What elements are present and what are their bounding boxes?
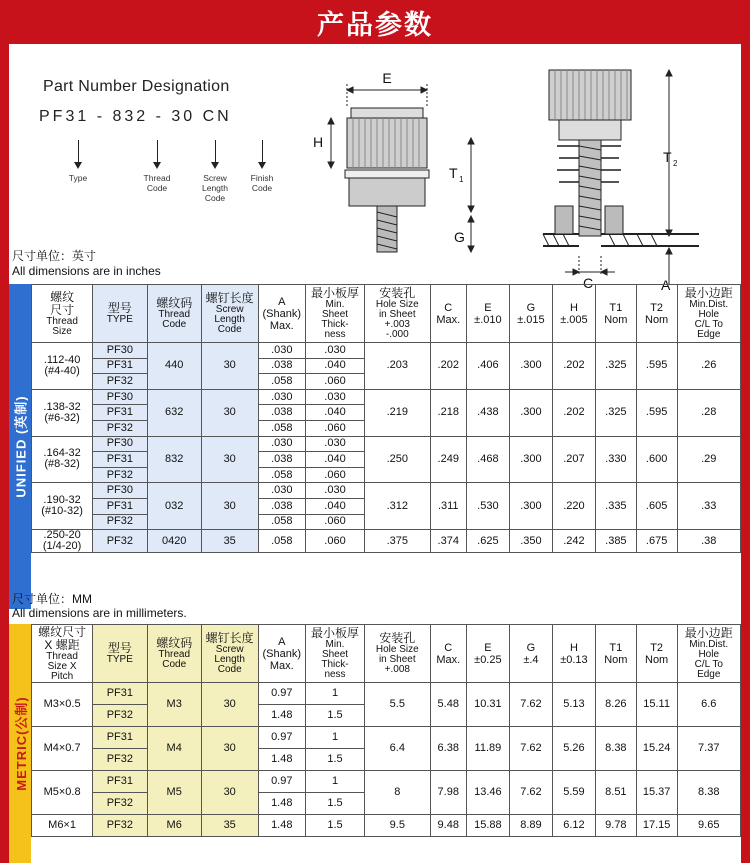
metric-side-text: METRIC(公制) (13, 696, 29, 791)
header-hole-text: 安装孔 (379, 631, 416, 645)
header-e (466, 285, 509, 343)
header-t2 (636, 625, 677, 683)
header-c-text: C Max. (436, 641, 461, 666)
t2-cell: 15.11 (636, 683, 677, 727)
type-cell: PF31 (93, 498, 147, 514)
header-hole (364, 625, 430, 683)
min-cell: 7.37 (677, 727, 741, 771)
label-t2: T (663, 149, 672, 165)
shank-cell: .058 (258, 530, 306, 553)
min-cell: .28 (677, 389, 741, 436)
header-type-text: TYPE (106, 314, 133, 325)
c-cell: 9.48 (430, 815, 466, 837)
c-cell: .202 (430, 343, 466, 390)
arrow-head-icon (74, 162, 82, 169)
type-cell: PF31 (93, 358, 147, 374)
type-cell: PF30 (93, 343, 147, 359)
header-length-text: Screw Length Code (214, 644, 245, 675)
shank-cell: 0.97 (258, 727, 306, 749)
header-min-dist-text: 最小边距 (684, 626, 733, 640)
type-cell: PF32 (93, 749, 147, 771)
length-code-cell: 30 (201, 483, 258, 530)
sheet-thickness-cell: .030 (306, 389, 365, 405)
header-min-dist (677, 285, 741, 343)
header-t2-text: T2 Nom (645, 641, 669, 666)
shank-cell: 0.97 (258, 771, 306, 793)
page-header (0, 0, 750, 44)
sheet-thickness-cell: 1.5 (306, 793, 365, 815)
header-code-text: Thread Code (158, 649, 191, 670)
shank-cell: .030 (258, 389, 306, 405)
header-code-text: 螺纹码 (156, 296, 193, 310)
page-title: 产品参数 (317, 9, 433, 41)
thread-code-cell: M6 (147, 815, 201, 837)
table-row (32, 727, 741, 749)
length-code-cell: 30 (201, 771, 258, 815)
t2-cell: 15.37 (636, 771, 677, 815)
thread-size-cell: M5×0.8 (32, 771, 93, 815)
header-t1 (595, 285, 636, 343)
c-cell: .311 (430, 483, 466, 530)
arrow-down-icon (215, 140, 216, 162)
sheet-thickness-cell: 1 (306, 727, 365, 749)
shank-cell: .038 (258, 358, 306, 374)
length-code-cell: 30 (201, 727, 258, 771)
shank-cell: 1.48 (258, 705, 306, 727)
header-t2 (636, 285, 677, 343)
header-g (509, 285, 552, 343)
unified-side-text: UNIFIED (英制) (13, 395, 29, 498)
table-row (32, 343, 741, 359)
thread-size-cell: .112-40 (#4-40) (32, 343, 93, 390)
shank-cell: .058 (258, 420, 306, 436)
c-cell: 7.98 (430, 771, 466, 815)
length-code-cell: 35 (201, 815, 258, 837)
t2-cell: .675 (636, 530, 677, 553)
shank-cell: .038 (258, 452, 306, 468)
g-cell: 7.62 (509, 771, 552, 815)
header-c (430, 285, 466, 343)
header-hole (364, 285, 430, 343)
table-row (32, 483, 741, 499)
h-cell: 5.59 (552, 771, 595, 815)
header-sheet-text: 最小板厚 (311, 626, 360, 640)
sheet-thickness-cell: 1.5 (306, 749, 365, 771)
sheet-thickness-cell: .060 (306, 420, 365, 436)
thread-code-cell: M3 (147, 683, 201, 727)
t1-cell: .325 (595, 389, 636, 436)
metric-table (31, 624, 741, 837)
min-cell: .38 (677, 530, 741, 553)
hole-cell: 9.5 (364, 815, 430, 837)
shank-cell: .038 (258, 498, 306, 514)
sheet-thickness-cell: .030 (306, 343, 365, 359)
unified-unit-en: All dimensions are in inches (12, 264, 161, 278)
table-row (32, 436, 741, 452)
label-h: H (313, 134, 324, 150)
type-cell: PF32 (93, 705, 147, 727)
t2-cell: 15.24 (636, 727, 677, 771)
length-code-cell: 30 (201, 389, 258, 436)
e-cell: 10.31 (466, 683, 509, 727)
unified-side-label (9, 284, 31, 609)
header-sheet-text: Min. Sheet Thick- ness (321, 299, 349, 340)
thread-code-cell: 632 (147, 389, 201, 436)
thread-size-cell: .250-20 (1/4-20) (32, 530, 93, 553)
t1-cell: .335 (595, 483, 636, 530)
min-cell: 9.65 (677, 815, 741, 837)
shank-cell: .058 (258, 374, 306, 390)
header-sheet (306, 285, 365, 343)
h-cell: .202 (552, 389, 595, 436)
sheet-thickness-cell: .060 (306, 514, 365, 530)
sheet-thickness-cell: 1.5 (306, 815, 365, 837)
label-t2-sub: 2 (673, 159, 678, 168)
label-e: E (382, 70, 392, 86)
designation-title: Part Number Designation (43, 78, 230, 95)
hole-cell: .375 (364, 530, 430, 553)
thread-code-cell: M4 (147, 727, 201, 771)
content-panel (9, 44, 741, 863)
g-cell: .300 (509, 436, 552, 483)
thread-size-cell: .164-32 (#8-32) (32, 436, 93, 483)
t1-cell: 8.38 (595, 727, 636, 771)
header-min-dist-text: Min.Dist. Hole C/L To Edge (689, 299, 729, 340)
arrow-down-icon (262, 140, 263, 162)
e-cell: 13.46 (466, 771, 509, 815)
header-length-text: Screw Length Code (214, 304, 245, 335)
type-cell: PF31 (93, 771, 147, 793)
hole-cell: .250 (364, 436, 430, 483)
sheet-thickness-cell: .040 (306, 358, 365, 374)
hole-cell: .312 (364, 483, 430, 530)
h-cell: .220 (552, 483, 595, 530)
header-length (201, 285, 258, 343)
header-length-text: 螺钉长度 (205, 631, 254, 645)
header-g-text: G ±.4 (523, 641, 539, 666)
designation-type (63, 140, 93, 183)
type-cell: PF32 (93, 815, 147, 837)
header-min-dist-text: 最小边距 (684, 286, 733, 300)
t1-cell: 8.51 (595, 771, 636, 815)
header-code (147, 625, 201, 683)
designation-label: Thread Code (143, 173, 171, 193)
thread-code-cell: 440 (147, 343, 201, 390)
type-cell: PF31 (93, 727, 147, 749)
type-cell: PF32 (93, 374, 147, 390)
header-code (147, 285, 201, 343)
header-thread-text: Thread Size X Pitch (46, 650, 78, 682)
sheet-thickness-cell: 1.5 (306, 705, 365, 727)
header-type (93, 285, 147, 343)
table-row (32, 771, 741, 793)
header-hole-text: Hole Size in Sheet +.003 -.000 (375, 299, 419, 340)
thread-code-cell: 0420 (147, 530, 201, 553)
h-cell: 5.13 (552, 683, 595, 727)
header-length (201, 625, 258, 683)
designation-length (193, 140, 237, 203)
header-t1-text: T1 Nom (604, 641, 628, 666)
c-cell: .249 (430, 436, 466, 483)
header-type-text: 型号 (107, 641, 132, 655)
designation-label: Screw Length Code (202, 173, 228, 203)
header-e-text: E ±0.25 (474, 641, 502, 666)
hole-cell: 5.5 (364, 683, 430, 727)
g-cell: .300 (509, 389, 552, 436)
header-e (466, 625, 509, 683)
designation-code: PF31 - 832 - 30 CN (39, 108, 232, 125)
e-cell: .406 (466, 343, 509, 390)
sheet-thickness-cell: 1 (306, 683, 365, 705)
header-t2-text: T2 Nom (645, 301, 669, 326)
hole-cell: .219 (364, 389, 430, 436)
h-cell: 5.26 (552, 727, 595, 771)
e-cell: .530 (466, 483, 509, 530)
header-h (552, 285, 595, 343)
label-a: A (661, 277, 671, 291)
header-a-text: A (Shank) Max. (262, 635, 302, 672)
g-cell: .300 (509, 343, 552, 390)
type-cell: PF31 (93, 405, 147, 421)
label-c: C (583, 275, 594, 291)
t2-cell: 17.15 (636, 815, 677, 837)
min-cell: .26 (677, 343, 741, 390)
header-hole-text: Hole Size in Sheet +.008 (375, 644, 419, 675)
thread-size-cell: M6×1 (32, 815, 93, 837)
e-cell: .468 (466, 436, 509, 483)
c-cell: 6.38 (430, 727, 466, 771)
shank-cell: 0.97 (258, 683, 306, 705)
label-g: G (454, 229, 465, 245)
header-a (258, 285, 306, 343)
arrow-down-icon (157, 140, 158, 162)
metric-unit-en: All dimensions are in millimeters. (12, 606, 187, 620)
e-cell: .625 (466, 530, 509, 553)
t1-cell: .385 (595, 530, 636, 553)
arrow-head-icon (153, 162, 161, 169)
h-cell: 6.12 (552, 815, 595, 837)
t2-cell: .600 (636, 436, 677, 483)
unified-table (31, 284, 741, 553)
shank-cell: 1.48 (258, 793, 306, 815)
sheet-thickness-cell: .030 (306, 483, 365, 499)
sheet-thickness-cell: .060 (306, 467, 365, 483)
type-cell: PF32 (93, 420, 147, 436)
shank-cell: .030 (258, 436, 306, 452)
type-cell: PF32 (93, 514, 147, 530)
h-cell: .207 (552, 436, 595, 483)
header-e-text: E ±.010 (474, 301, 502, 326)
h-cell: .242 (552, 530, 595, 553)
shank-cell: 1.48 (258, 749, 306, 771)
length-code-cell: 30 (201, 343, 258, 390)
type-cell: PF31 (93, 452, 147, 468)
t1-cell: 9.78 (595, 815, 636, 837)
sheet-thickness-cell: .040 (306, 405, 365, 421)
sheet-thickness-cell: .030 (306, 436, 365, 452)
length-code-cell: 30 (201, 683, 258, 727)
header-h (552, 625, 595, 683)
sheet-thickness-cell: .060 (306, 374, 365, 390)
hole-cell: .203 (364, 343, 430, 390)
metric-side-label (9, 624, 31, 863)
header-c (430, 625, 466, 683)
designation-label: Finish Code (250, 173, 274, 193)
type-cell: PF30 (93, 389, 147, 405)
designation-thread (135, 140, 179, 193)
t1-cell: 8.26 (595, 683, 636, 727)
t2-cell: .595 (636, 343, 677, 390)
g-cell: 8.89 (509, 815, 552, 837)
header-h-text: H ±0.13 (560, 641, 588, 666)
shank-cell: .058 (258, 514, 306, 530)
type-cell: PF30 (93, 483, 147, 499)
sheet-thickness-cell: .040 (306, 452, 365, 468)
shank-cell: .038 (258, 405, 306, 421)
g-cell: .300 (509, 483, 552, 530)
e-cell: 15.88 (466, 815, 509, 837)
thread-size-cell: M4×0.7 (32, 727, 93, 771)
header-t1-text: T1 Nom (604, 301, 628, 326)
type-cell: PF32 (93, 530, 147, 553)
shank-cell: .030 (258, 343, 306, 359)
thread-code-cell: 032 (147, 483, 201, 530)
c-cell: .374 (430, 530, 466, 553)
sheet-thickness-cell: .060 (306, 530, 365, 553)
header-length-text: 螺钉长度 (205, 291, 254, 305)
designation-finish (243, 140, 281, 193)
header-thread (32, 625, 93, 683)
t1-cell: .330 (595, 436, 636, 483)
t1-cell: .325 (595, 343, 636, 390)
header-code-text: Thread Code (158, 309, 191, 330)
thread-size-cell: M3×0.5 (32, 683, 93, 727)
min-cell: 6.6 (677, 683, 741, 727)
table-row (32, 683, 741, 705)
hole-cell: 6.4 (364, 727, 430, 771)
table-row (32, 530, 741, 553)
min-cell: .33 (677, 483, 741, 530)
type-cell: PF32 (93, 467, 147, 483)
length-code-cell: 35 (201, 530, 258, 553)
table-row (32, 389, 741, 405)
header-sheet (306, 625, 365, 683)
type-cell: PF32 (93, 793, 147, 815)
header-type (93, 625, 147, 683)
min-cell: 8.38 (677, 771, 741, 815)
e-cell: .438 (466, 389, 509, 436)
e-cell: 11.89 (466, 727, 509, 771)
header-thread-text: 螺纹尺寸 X 螺距 (38, 624, 87, 652)
header-hole-text: 安装孔 (379, 286, 416, 300)
arrow-head-icon (211, 162, 219, 169)
thread-code-cell: M5 (147, 771, 201, 815)
h-cell: .202 (552, 343, 595, 390)
label-t1-sub: 1 (459, 175, 464, 184)
shank-cell: 1.48 (258, 815, 306, 837)
arrow-down-icon (78, 140, 79, 162)
header-sheet-text: Min. Sheet Thick- ness (321, 639, 349, 680)
header-a-text: A (Shank) Max. (262, 295, 302, 332)
screw-drawing-left (299, 66, 479, 256)
c-cell: 5.48 (430, 683, 466, 727)
table-row (32, 815, 741, 837)
header-h-text: H ±.005 (560, 301, 588, 326)
header-thread-text: Thread Size (46, 315, 78, 337)
header-code-text: 螺纹码 (156, 636, 193, 650)
label-t1: T (449, 165, 458, 181)
thread-size-cell: .190-32 (#10-32) (32, 483, 93, 530)
header-type-text: 型号 (107, 301, 132, 315)
sheet-thickness-cell: 1 (306, 771, 365, 793)
hole-cell: 8 (364, 771, 430, 815)
header-c-text: C Max. (436, 301, 461, 326)
c-cell: .218 (430, 389, 466, 436)
metric-unit-cn: 尺寸单位：MM (12, 592, 92, 606)
screw-drawing-right (529, 66, 729, 291)
min-cell: .29 (677, 436, 741, 483)
header-type-text: TYPE (106, 654, 133, 665)
header-thread-text: 螺纹 尺寸 (50, 289, 75, 317)
designation-label: Type (68, 173, 88, 183)
length-code-cell: 30 (201, 436, 258, 483)
header-sheet-text: 最小板厚 (311, 286, 360, 300)
thread-size-cell: .138-32 (#6-32) (32, 389, 93, 436)
header-thread (32, 285, 93, 343)
header-t1 (595, 625, 636, 683)
part-number-designation (39, 76, 299, 236)
shank-cell: .030 (258, 483, 306, 499)
header-g-text: G ±.015 (517, 301, 545, 326)
type-cell: PF31 (93, 683, 147, 705)
header-g (509, 625, 552, 683)
thread-code-cell: 832 (147, 436, 201, 483)
g-cell: 7.62 (509, 727, 552, 771)
unified-unit-cn: 尺寸单位：英寸 (12, 249, 97, 263)
t2-cell: .605 (636, 483, 677, 530)
t2-cell: .595 (636, 389, 677, 436)
g-cell: 7.62 (509, 683, 552, 727)
arrow-head-icon (258, 162, 266, 169)
shank-cell: .058 (258, 467, 306, 483)
type-cell: PF30 (93, 436, 147, 452)
g-cell: .350 (509, 530, 552, 553)
header-a (258, 625, 306, 683)
header-min-dist (677, 625, 741, 683)
header-min-dist-text: Min.Dist. Hole C/L To Edge (689, 639, 729, 680)
sheet-thickness-cell: .040 (306, 498, 365, 514)
